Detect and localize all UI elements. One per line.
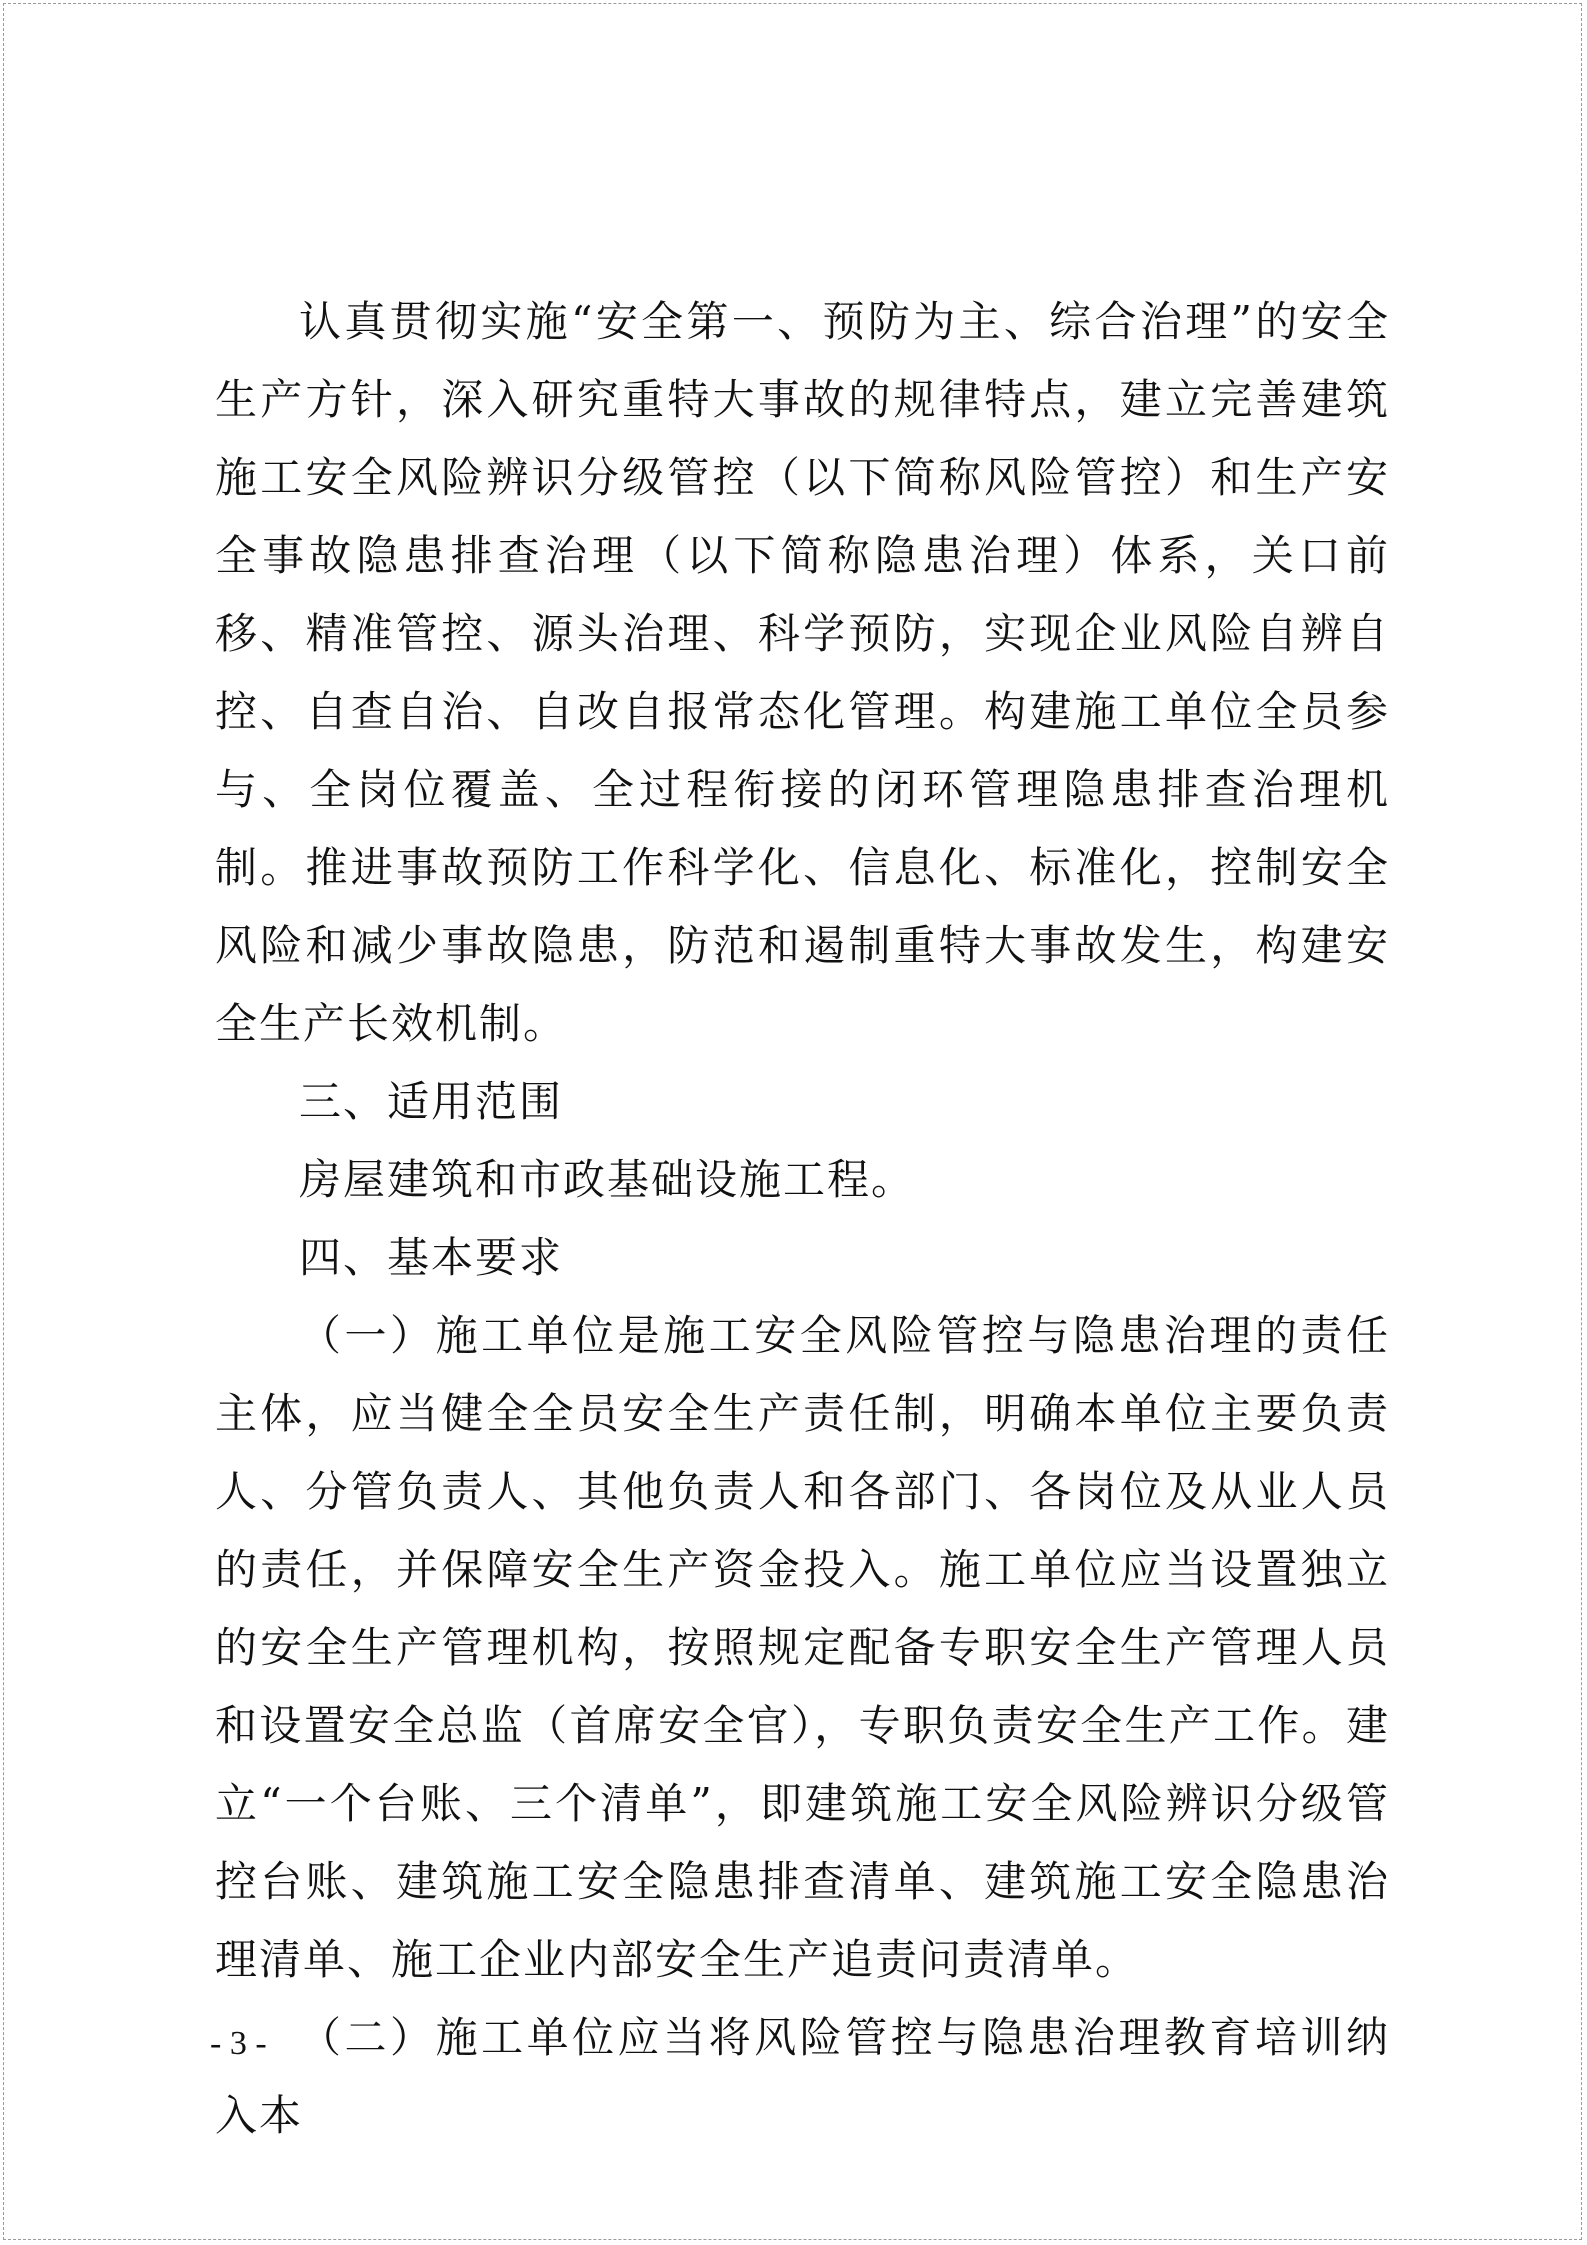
paragraph-requirement-1: （一）施工单位是施工安全风险管控与隐患治理的责任主体，应当健全全员安全生产责任制，明确本单位主要负责人、分管负责人、其他负责人和各部门、各岗位及从业人员的责任，并保障安全生产资金投入。施工单位应当设置独立的安全生产管理机构，按照规定配备专职安全生产管理人员和设置安全总监（首席安全官），专职负责安全生产工作。建立“一个台账、三个清单”，即建筑施工安全风险辨识分级管控台账、建筑施工安全隐患排查清单、建筑施工安全隐患治理清单、施工企业内部安全生产追责问责清单。 [215,1311,1390,1984]
heading-scope: 三、适用范围 [299,1077,564,1126]
paragraph-scope: 房屋建筑和市政基础设施工程。 [299,1155,916,1204]
heading-basic-requirements: 四、基本要求 [299,1233,564,1282]
paragraph-requirement-2: （二）施工单位应当将风险管控与隐患治理教育培训纳入本 [215,2013,1390,2140]
paragraph-policy-objective: 认真贯彻实施“安全第一、预防为主、综合治理”的安全生产方针，深入研究重特大事故的规律特点，建立完善建筑施工安全风险辨识分级管控（以下简称风险管控）和生产安全事故隐患排查治理（以下简称隐患治理）体系，关口前移、精准管控、源头治理、科学预防，实现企业风险自辨自控、自查自治、自改自报常态化管理。构建施工单位全员参与、全岗位覆盖、全过程衔接的闭环管理隐患排查治理机制。推进事故预防工作科学化、信息化、标准化，控制安全风险和减少事故隐患，防范和遏制重特大事故发生，构建安全生产长效机制。 [215,297,1390,1048]
document-body [215,283,1390,2155]
page-number: - 3 - [210,2025,267,2062]
